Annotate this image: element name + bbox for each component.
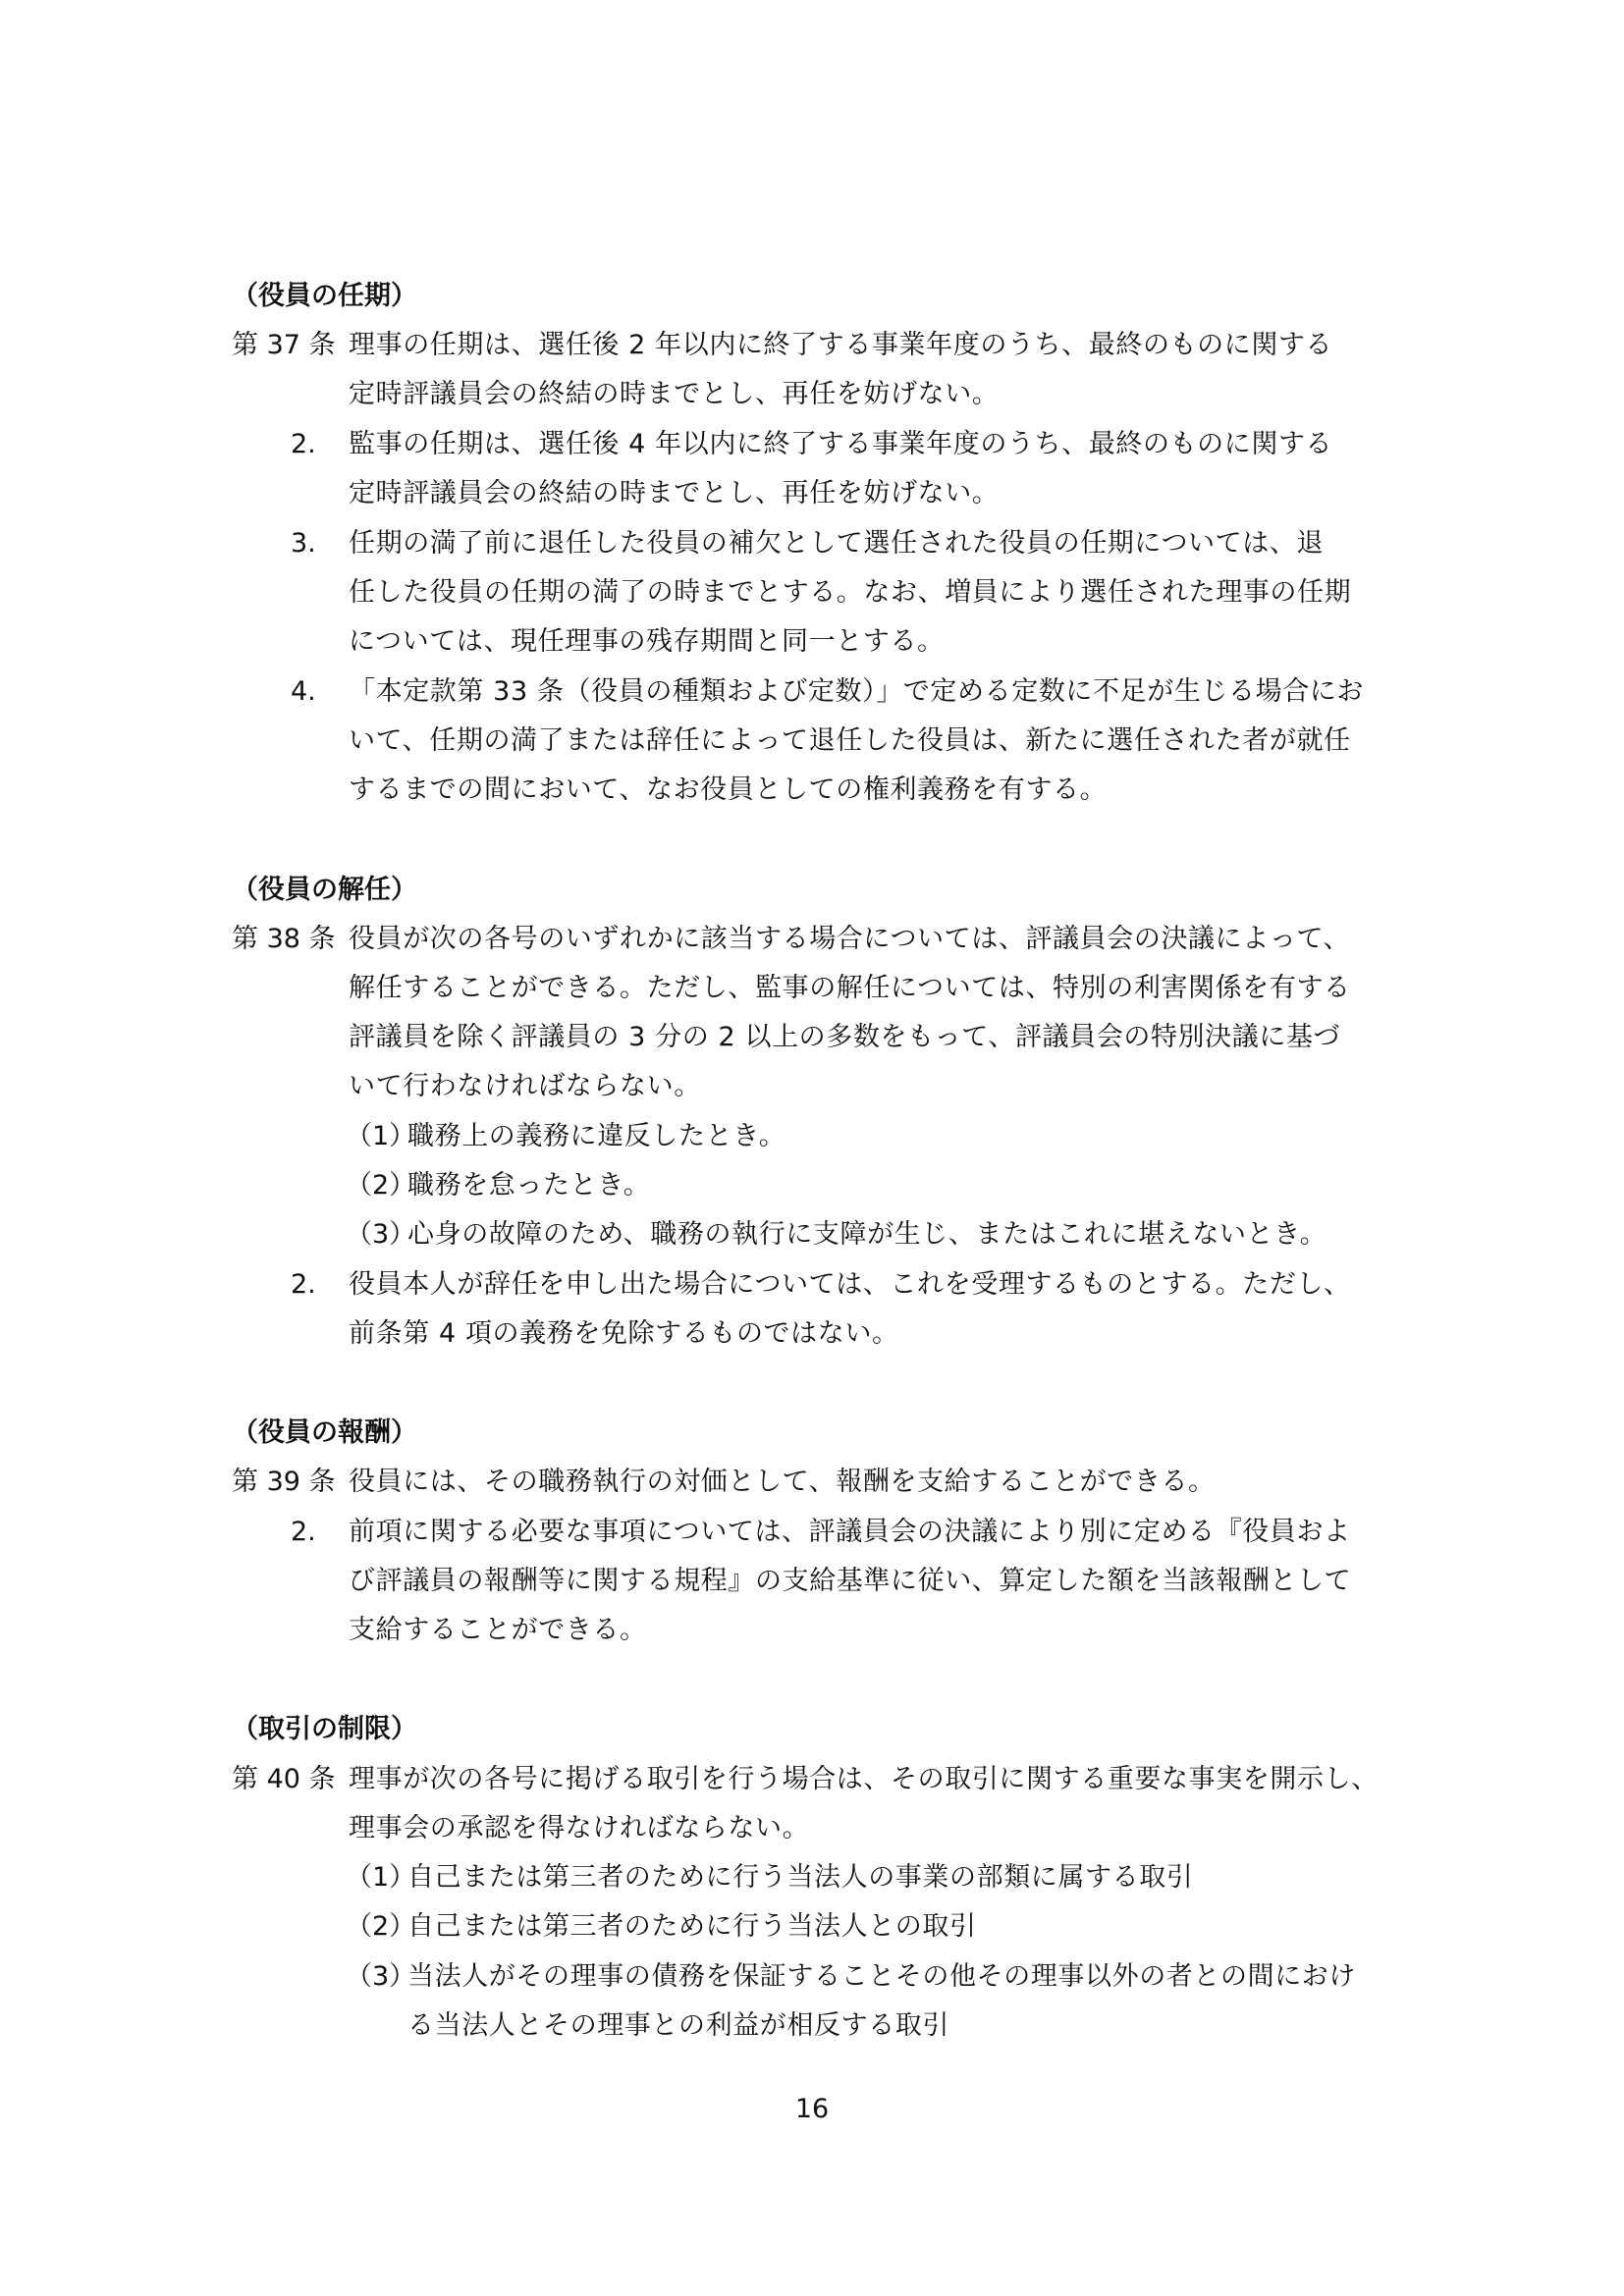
subitem-text-line: る当法人とその理事との利益が相反する取引: [407, 2010, 949, 2041]
subitem-number: （3）: [346, 1219, 416, 1250]
article-text-line: 役員が次の各号のいずれかに該当する場合については、評議員会の決議によって、: [349, 924, 1351, 954]
item-text-line: び評議員の報酬等に関する規程』の支給基準に従い、算定した額を当該報酬として: [349, 1566, 1352, 1596]
article-text-line: 解任することができる。ただし、監事の解任については、特別の利害関係を有する: [349, 973, 1351, 1003]
article-number: 第 39 条: [232, 1467, 336, 1497]
item-number: 2.: [291, 1517, 316, 1547]
subitem-number: （1）: [346, 1121, 416, 1151]
subitem-text-line: 職務を怠ったとき。: [407, 1170, 651, 1201]
article-text-line: 理事会の承認を得なければならない。: [349, 1813, 810, 1843]
article-text-line: 定時評議員会の終結の時までとし、再任を妨げない。: [349, 379, 1000, 409]
item-text-line: 前条第 4 項の義務を免除するものではない。: [349, 1318, 899, 1349]
item-text-line: 定時評議員会の終結の時までとし、再任を妨げない。: [349, 478, 1000, 508]
item-text-line: 役員本人が辞任を申し出た場合については、これを受理するものとする。ただし、: [349, 1269, 1351, 1300]
item-number: 2.: [291, 1269, 316, 1300]
subitem-text-line: 職務上の義務に違反したとき。: [407, 1121, 786, 1151]
item-text-line: 支給することができる。: [349, 1615, 647, 1645]
item-text-line: 任した役員の任期の満了の時までとする。なお、増員により選任された理事の任期: [349, 577, 1352, 608]
item-text-line: 前項に関する必要な事項については、評議員会の決議により別に定める『役員およ: [349, 1517, 1351, 1547]
item-text-line: いて、任期の満了または辞任によって退任した役員は、新たに選任された者が就任: [349, 725, 1351, 756]
article-text-line: 理事の任期は、選任後 2 年以内に終了する事業年度のうち、最終のものに関する: [349, 330, 1333, 360]
item-text-line: 監事の任期は、選任後 4 年以内に終了する事業年度のうち、最終のものに関する: [349, 429, 1333, 459]
subitem-number: （2）: [346, 1911, 416, 1942]
item-text-line: 任期の満了前に退任した役員の補欠として選任された役員の任期については、退: [349, 528, 1325, 559]
subitem-text-line: 自己または第三者のために行う当法人との取引: [407, 1911, 977, 1942]
item-number: 4.: [291, 676, 316, 707]
section-heading: （役員の解任）: [232, 875, 417, 905]
subitem-number: （1）: [346, 1862, 416, 1893]
article-number: 第 40 条: [232, 1764, 336, 1794]
article-text-line: いて行わなければならない。: [349, 1071, 701, 1101]
article-text-line: 理事が次の各号に掲げる取引を行う場合は、その取引に関する重要な事実を開示し、: [349, 1764, 1379, 1794]
section-heading: （役員の任期）: [232, 281, 417, 311]
article-number: 第 38 条: [232, 924, 336, 954]
article-number: 第 37 条: [232, 330, 336, 360]
item-text-line: については、現任理事の残存期間と同一とする。: [349, 626, 945, 657]
section-heading: （役員の報酬）: [232, 1417, 417, 1448]
item-text-line: するまでの間において、なお役員としての権利義務を有する。: [349, 774, 1108, 805]
item-number: 2.: [291, 429, 316, 459]
item-text-line: 「本定款第 33 条（役員の種類および定数）」で定める定数に不足が生じる場合にお: [349, 676, 1365, 707]
article-text-line: 役員には、その職務執行の対価として、報酬を支給することができる。: [349, 1467, 1216, 1497]
page-number: 16: [794, 2094, 830, 2124]
subitem-number: （3）: [346, 1961, 416, 1992]
subitem-text-line: 自己または第三者のために行う当法人の事業の部類に属する取引: [407, 1862, 1194, 1893]
subitem-text-line: 心身の故障のため、職務の執行に支障が生じ、またはこれに堪えないとき。: [407, 1219, 1327, 1250]
item-number: 3.: [291, 528, 316, 559]
section-heading: （取引の制限）: [232, 1714, 417, 1744]
subitem-text-line: 当法人がその理事の債務を保証することその他その理事以外の者との間におけ: [407, 1961, 1356, 1992]
article-text-line: 評議員を除く評議員の 3 分の 2 以上の多数をもって、評議員会の特別決議に基づ: [349, 1022, 1341, 1052]
subitem-number: （2）: [346, 1170, 416, 1201]
